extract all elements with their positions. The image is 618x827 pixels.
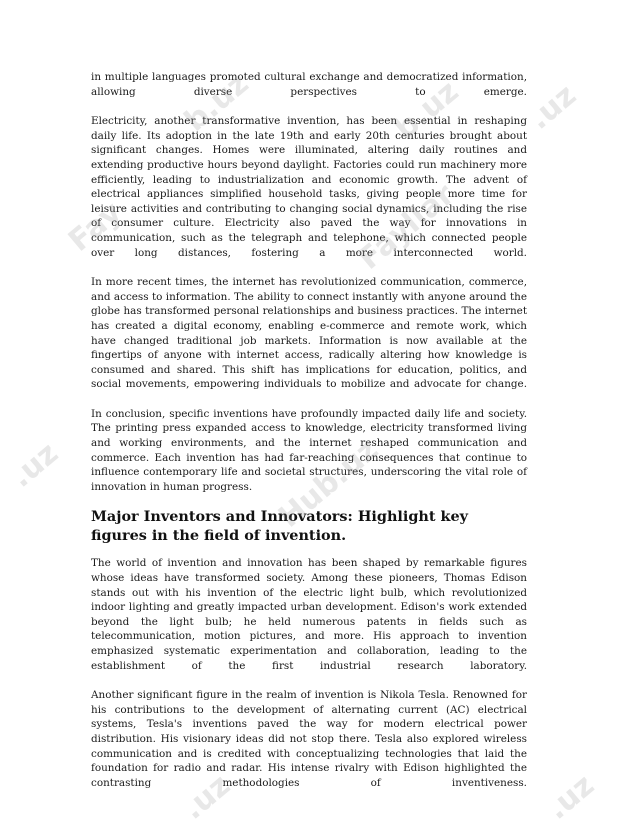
watermark-fragment: b.uz <box>178 65 256 139</box>
paragraph-edison: The world of invention and innovation has been shaped by remarkable figures whose ideas have transformed society. Among these pioneers, Thomas Edison stands out with his invention of the electric light bulb, which revolutionized indoor lighting and greatly impacted urban development. Edison's work extended beyond the light bulb; he held numerous patents in fields such as telecommunication, motion pictures, and more. His approach to invention emphasized systematic experimentation and collaboration, leading to the establishment of the first industrial research laboratory. <box>91 557 527 672</box>
document-body <box>91 70 527 790</box>
paragraph-tesla: Another significant figure in the realm of invention is Nikola Tesla. Renowned for his contributions to the development of alternating current (AC) electrical systems, Tesla's inventions paved the way for modern electrical power distribution. His visionary ideas did not stop there. Tesla also explored wireless communication and is credited with conceptualizing technologies that laid the foundation for radio and radar. His intense rivalry with Edison highlighted the contrasting methodologies of inventiveness. <box>91 689 527 789</box>
watermark-fragment: Hub.uz <box>272 432 386 535</box>
paragraph-printing-press-end: in multiple languages promoted cultural exchange and democratized information, allowing diverse perspectives to emerge. <box>91 71 527 98</box>
watermark-fragment: .uz <box>522 77 583 137</box>
section-heading: Major Inventors and Innovators: Highlight key figures in the field of invention. <box>91 508 469 545</box>
paragraph-conclusion: In conclusion, specific inventions have profoundly impacted daily life and society. The printing press expanded access to knowledge, electricity transformed living and working environments, and the internet reshaped communication and commerce. Each invention has had far-reaching consequences that continue to influence contemporary life and societal structures, underscoring the vital role of innovation in human progress. <box>91 407 527 493</box>
paragraph-internet: In more recent times, the internet has revolutionized communication, commerce, and access to information. The ability to connect instantly with anyone around the globe has transformed personal relationships and business practices. The internet has created a digital economy, enabling e-commerce and remote work, which have changed traditional job markets. Information is now available at the fingertips of anyone with internet access, radically altering how knowledge is consumed and shared. This shift has implications for education, politics, and social movements, empowering individuals to mobilize and advocate for change. <box>91 276 527 391</box>
watermark-fragment: b.uz <box>388 73 466 147</box>
watermark-fragment: Fay <box>62 194 129 259</box>
watermark-fragment: .uz <box>176 767 237 827</box>
paragraph-electricity: Electricity, another transformative invention, has been essential in reshaping daily life. Its adoption in the late 19th and early 20th centuries brought about significant changes. Homes were illuminated, altering daily routines and extending productive hours beyond daylight. Factories could run machinery more efficiently, leading to industrialization and economic growth. The advent of electrical appliances simplified household tasks, giving people more time for leisure activities and contributing to changing social dynamics, including the rise of consumer culture. Electricity also paved the way for innovations in communication, such as the telegraph and telephone, which connected people over long distances, fostering a more interconnected world. <box>91 115 527 259</box>
watermark-fragment: .uz <box>540 767 601 827</box>
watermark-fragment: .uz <box>4 435 65 495</box>
watermark-fragment: Fayllar <box>352 177 462 277</box>
